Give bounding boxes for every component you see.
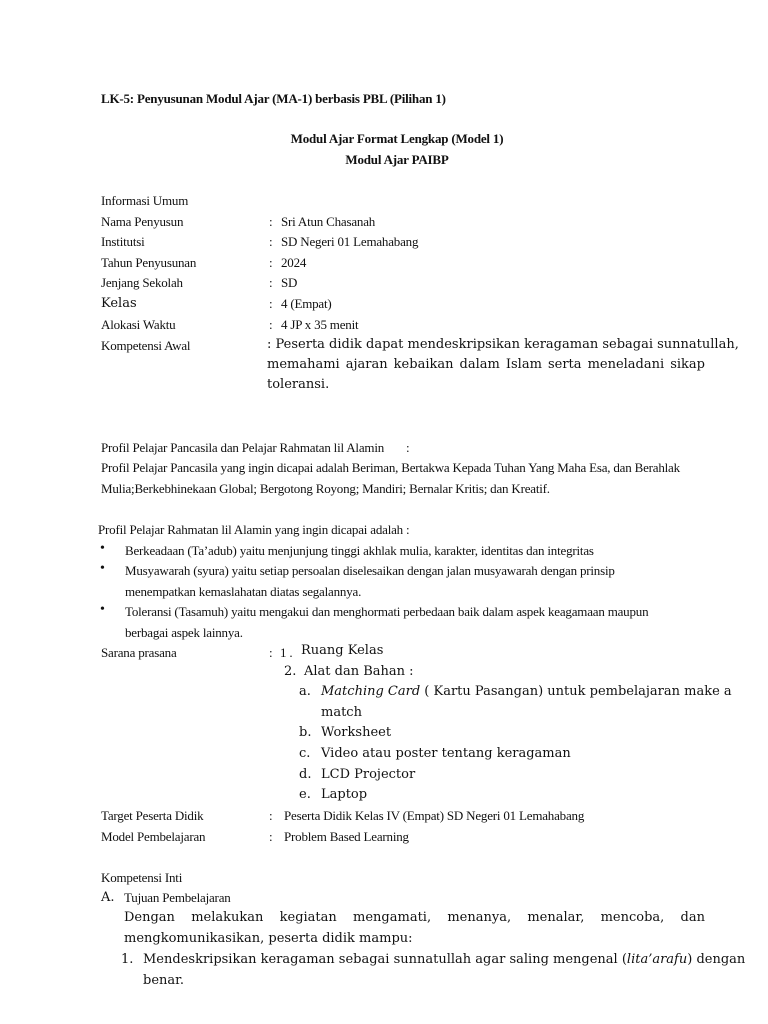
field-value-model: Problem Based Learning — [284, 829, 409, 844]
bullet-item-continuation: berbagai aspek lainnya. — [125, 625, 243, 640]
kompetensi-awal-line-1: : Peserta didik dapat mendeskripsikan keragaman sebagai sunnatullah, — [267, 337, 739, 352]
field-colon: : — [269, 234, 273, 249]
field-value-institusi: SD Negeri 01 Lemahabang — [281, 234, 419, 249]
field-value-nama-penyusun: Sri Atun Chasanah — [281, 214, 376, 229]
tujuan-item-1-continuation: benar. — [143, 973, 185, 988]
matching-card-desc: ( Kartu Pasangan) untuk pembelajaran make a — [420, 684, 732, 699]
bullet-item: Toleransi (Tasamuh) yaitu mengakui dan menghormati perbedaan baik dalam aspek keagamaan maupun — [125, 604, 649, 619]
sub-item-number: d. — [299, 767, 312, 782]
field-label-institusi: Institutsi — [101, 234, 145, 249]
tujuan-item-number: 1. — [121, 952, 134, 967]
field-label-nama-penyusun: Nama Penyusun — [101, 214, 184, 229]
section-title-tujuan: Tujuan Pembelajaran — [124, 890, 231, 905]
field-colon: : — [269, 275, 273, 290]
sub-item-number: a. — [299, 684, 311, 699]
sub-item-number: b. — [299, 725, 312, 740]
tujuan-item-1 — [143, 950, 746, 970]
tujuan-intro-line-1: Dengan melakukan kegiatan mengamati, menanya, menalar, mencoba, dan — [124, 910, 705, 925]
field-label-jenjang: Jenjang Sekolah — [101, 275, 183, 290]
lk-title: LK-5: Penyusunan Modul Ajar (MA-1) berbasis PBL (Pilihan 1) — [101, 91, 446, 106]
field-label-alokasi-waktu: Alokasi Waktu — [101, 317, 176, 332]
sarana-item-alat-bahan: Alat dan Bahan : — [304, 664, 414, 679]
module-title: Modul Ajar Format Lengkap (Model 1) — [290, 131, 504, 146]
bullet-marker: • — [100, 541, 105, 556]
sub-item-laptop: Laptop — [321, 787, 368, 802]
sarana-item-ruang-kelas: Ruang Kelas — [301, 643, 384, 658]
section-heading-informasi-umum: Informasi Umum — [101, 193, 189, 208]
field-value-target: Peserta Didik Kelas IV (Empat) SD Negeri 01 Lemahabang — [284, 808, 585, 823]
field-label-kelas: Kelas — [101, 296, 137, 311]
profil-heading-colon: : — [406, 440, 410, 455]
field-label-target: Target Peserta Didik — [101, 808, 204, 823]
field-colon: : — [269, 829, 273, 844]
field-label-tahun: Tahun Penyusunan — [101, 255, 197, 270]
sub-item-continuation: match — [321, 705, 362, 720]
tujuan-item-1-italic: lita’arafu — [626, 952, 688, 967]
section-heading-kompetensi-inti: Kompetensi Inti — [101, 870, 183, 885]
sarana-item-number: 1 . — [280, 645, 293, 660]
profil-pancasila-line-2: Mulia;Berkebhinekaan Global; Bergotong Royong; Mandiri; Bernalar Kritis; dan Kreatif. — [101, 481, 550, 496]
bullet-marker: • — [100, 602, 105, 617]
sub-item-worksheet: Worksheet — [321, 725, 392, 740]
bullet-item: Musyawarah (syura) yaitu setiap persoalan diselesaikan dengan jalan musyawarah dengan prinsip — [125, 563, 615, 578]
sub-item-number: e. — [299, 787, 311, 802]
field-colon: : — [269, 214, 273, 229]
section-letter: A. — [101, 890, 115, 905]
field-value-jenjang: SD — [281, 275, 298, 290]
field-value-kelas: 4 (Empat) — [281, 296, 332, 311]
field-colon: : — [269, 317, 273, 332]
kompetensi-awal-line-2: memahami ajaran kebaikan dalam Islam serta meneladani sikap — [267, 357, 705, 372]
matching-card-italic: Matching Card — [321, 684, 421, 699]
sub-item-matching-card — [321, 682, 732, 702]
sub-item-video-poster: Video atau poster tentang keragaman — [321, 746, 571, 761]
field-label-kompetensi-awal: Kompetensi Awal — [101, 338, 191, 353]
sarana-item-number: 2. — [284, 664, 297, 679]
field-value-tahun: 2024 — [281, 255, 307, 270]
field-label-sarana: Sarana prasana — [101, 645, 177, 660]
field-value-alokasi-waktu: 4 JP x 35 menit — [281, 317, 359, 332]
sub-item-number: c. — [299, 746, 311, 761]
profil-heading: Profil Pelajar Pancasila dan Pelajar Rahmatan lil Alamin — [101, 440, 385, 455]
field-colon: : — [269, 255, 273, 270]
bullet-item: Berkeadaan (Ta’adub) yaitu menjunjung tinggi akhlak mulia, karakter, identitas dan integritas — [125, 543, 594, 558]
profil-rahmatan-intro: Profil Pelajar Rahmatan lil Alamin yang ingin dicapai adalah : — [98, 522, 410, 537]
field-colon: : — [269, 645, 273, 660]
bullet-item-continuation: menempatkan kemaslahatan diatas segalannya. — [125, 584, 362, 599]
bullet-marker: • — [100, 561, 105, 576]
sub-item-lcd-projector: LCD Projector — [321, 767, 416, 782]
kompetensi-awal-line-3: toleransi. — [267, 377, 330, 392]
tujuan-item-1-text-end: ) dengan — [687, 952, 746, 967]
profil-pancasila-line-1: Profil Pelajar Pancasila yang ingin dicapai adalah Beriman, Bertakwa Kepada Tuhan Yang Maha Esa, dan Berahlak — [101, 460, 680, 475]
field-colon: : — [269, 808, 273, 823]
field-label-model: Model Pembelajaran — [101, 829, 206, 844]
tujuan-intro-line-2: mengkomunikasikan, peserta didik mampu: — [124, 931, 413, 946]
tujuan-item-1-text: Mendeskripsikan keragaman sebagai sunnatullah agar saling mengenal ( — [143, 952, 627, 967]
field-colon: : — [269, 296, 273, 311]
module-subtitle: Modul Ajar PAIBP — [345, 152, 449, 167]
